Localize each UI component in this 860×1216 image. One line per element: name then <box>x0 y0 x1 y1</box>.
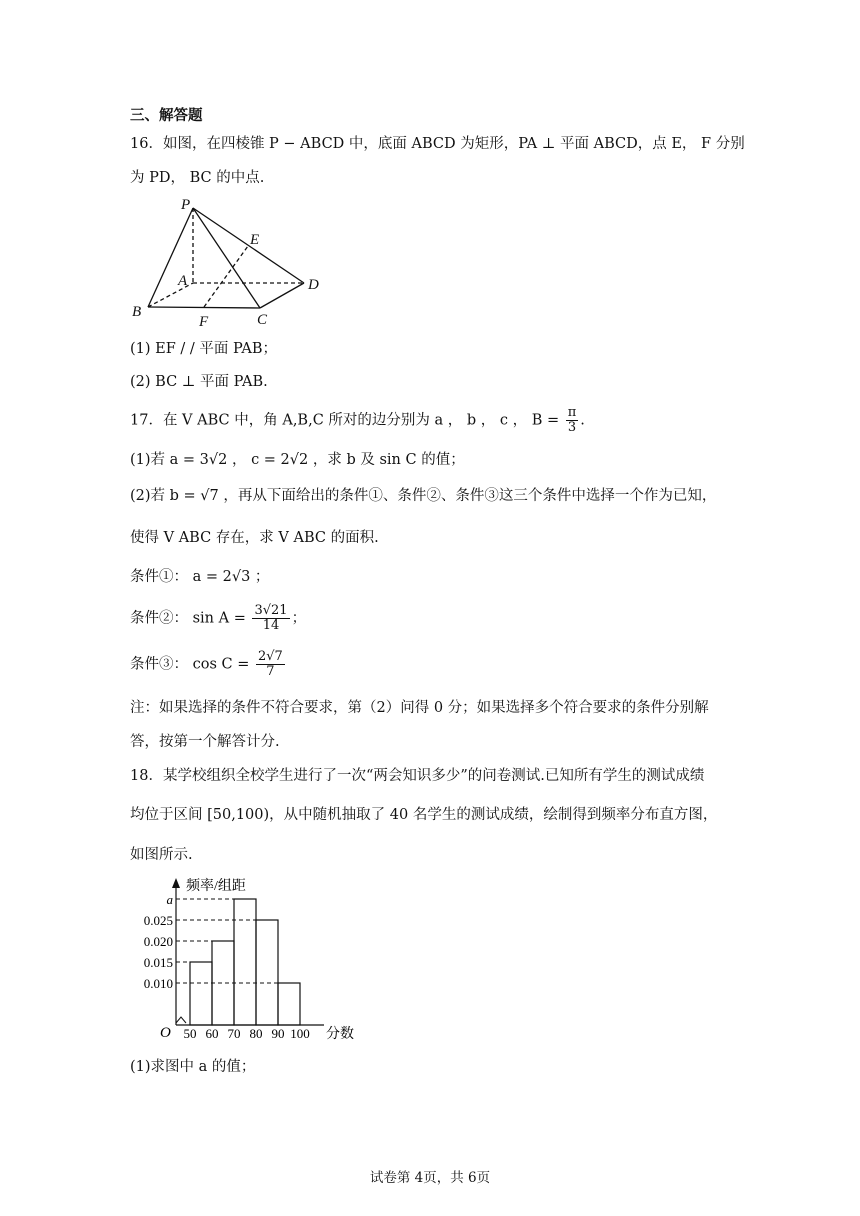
axis-break <box>176 1017 186 1023</box>
x-tick-label: 90 <box>271 1026 285 1041</box>
condition-1: 条件①： a = 2√3 ； <box>130 569 270 585</box>
q16-line1: 16．如图，在四棱锥 P − ABCD 中，底面 ABCD 为矩形，PA ⊥ 平面 ABCD，点 E， F 分别 <box>130 136 745 152</box>
cond2-end: ； <box>291 610 307 627</box>
q17-stem: 17．在 V ABC 中，角 A,B,C 所对的边分别为 a ， b ， c ， B = <box>130 412 560 429</box>
q17-end: . <box>580 412 585 429</box>
q18-line1: 18．某学校组织全校学生进行了一次“两会知识多少”的问卷测试.已知所有学生的测试成绩 <box>130 768 705 784</box>
histogram-bar <box>234 899 256 1025</box>
q16-line2: 为 PD， BC 的中点. <box>130 170 265 186</box>
histogram-bar <box>212 941 234 1025</box>
q16-part2: (2) BC ⊥ 平面 PAB. <box>130 374 268 390</box>
origin-label: O <box>160 1025 171 1041</box>
q18-line3: 如图所示. <box>130 847 193 863</box>
section-title: 三、解答题 <box>130 107 203 124</box>
cond2-label: 条件②： sin A = <box>130 610 246 627</box>
x-tick-label: 100 <box>290 1026 310 1041</box>
frac-den: 3 <box>567 420 577 435</box>
q17-part1: (1)若 a = 3√2 ， c = 2√2 ，求 b 及 sin C 的值； <box>130 452 465 468</box>
y-tick-label: a <box>166 892 173 907</box>
frac-num: 2√7 <box>257 649 283 664</box>
q16-part1: (1) EF / / 平面 PAB； <box>130 341 278 357</box>
x-axis-label: 分数 <box>326 1027 354 1042</box>
y-axis-label: 频率/组距 <box>186 879 246 894</box>
label-A: A <box>178 273 188 289</box>
q18-part1: (1)求图中 a 的值； <box>130 1059 256 1075</box>
q17-part2-line2: 使得 V ABC 存在，求 V ABC 的面积. <box>130 530 379 546</box>
cond3-fraction <box>256 650 285 679</box>
pyramid-figure <box>128 194 328 332</box>
frac-num: π <box>567 405 577 420</box>
histogram-bar <box>256 920 278 1025</box>
label-E: E <box>250 232 260 248</box>
label-B: B <box>132 304 142 320</box>
y-axis-arrow <box>172 878 180 888</box>
label-P: P <box>181 197 191 213</box>
q17-line1 <box>130 406 585 435</box>
q18-line2: 均位于区间 [50,100)，从中随机抽取了 40 名学生的测试成绩，绘制得到频率分布直方图， <box>130 807 718 823</box>
frac-den: 7 <box>266 664 275 679</box>
condition-2 <box>130 604 306 633</box>
y-tick-label: 0.025 <box>143 913 173 928</box>
y-tick-label: 0.020 <box>143 934 173 949</box>
x-tick-label: 70 <box>227 1026 241 1041</box>
fraction-pi-over-3 <box>566 406 579 435</box>
frequency-histogram <box>124 870 364 1050</box>
histogram-bar <box>278 983 300 1025</box>
x-tick-label: 80 <box>249 1026 263 1041</box>
q17-note-line2: 答，按第一个解答计分. <box>130 734 280 750</box>
label-C: C <box>257 312 268 328</box>
y-tick-label: 0.015 <box>143 955 173 970</box>
x-tick-label: 60 <box>205 1026 219 1041</box>
cond2-fraction <box>252 604 289 633</box>
frac-den: 14 <box>262 618 280 633</box>
y-tick-label: 0.010 <box>143 976 173 991</box>
label-F: F <box>199 314 209 330</box>
label-D: D <box>308 277 319 293</box>
cond3-label: 条件③： cos C = <box>130 656 250 673</box>
page-footer: 试卷第 4页，共 6页 <box>369 1170 491 1186</box>
q17-note-line1: 注：如果选择的条件不符合要求，第（2）问得 0 分；如果选择多个符合要求的条件分别解 <box>130 700 709 716</box>
frac-num: 3√21 <box>254 603 288 618</box>
condition-3 <box>130 650 287 679</box>
x-tick-label: 50 <box>183 1026 197 1041</box>
histogram-bar <box>190 962 212 1025</box>
q17-part2-line1: (2)若 b = √7 ，再从下面给出的条件①、条件②、条件③这三个条件中选择一个作为已知， <box>130 488 717 504</box>
